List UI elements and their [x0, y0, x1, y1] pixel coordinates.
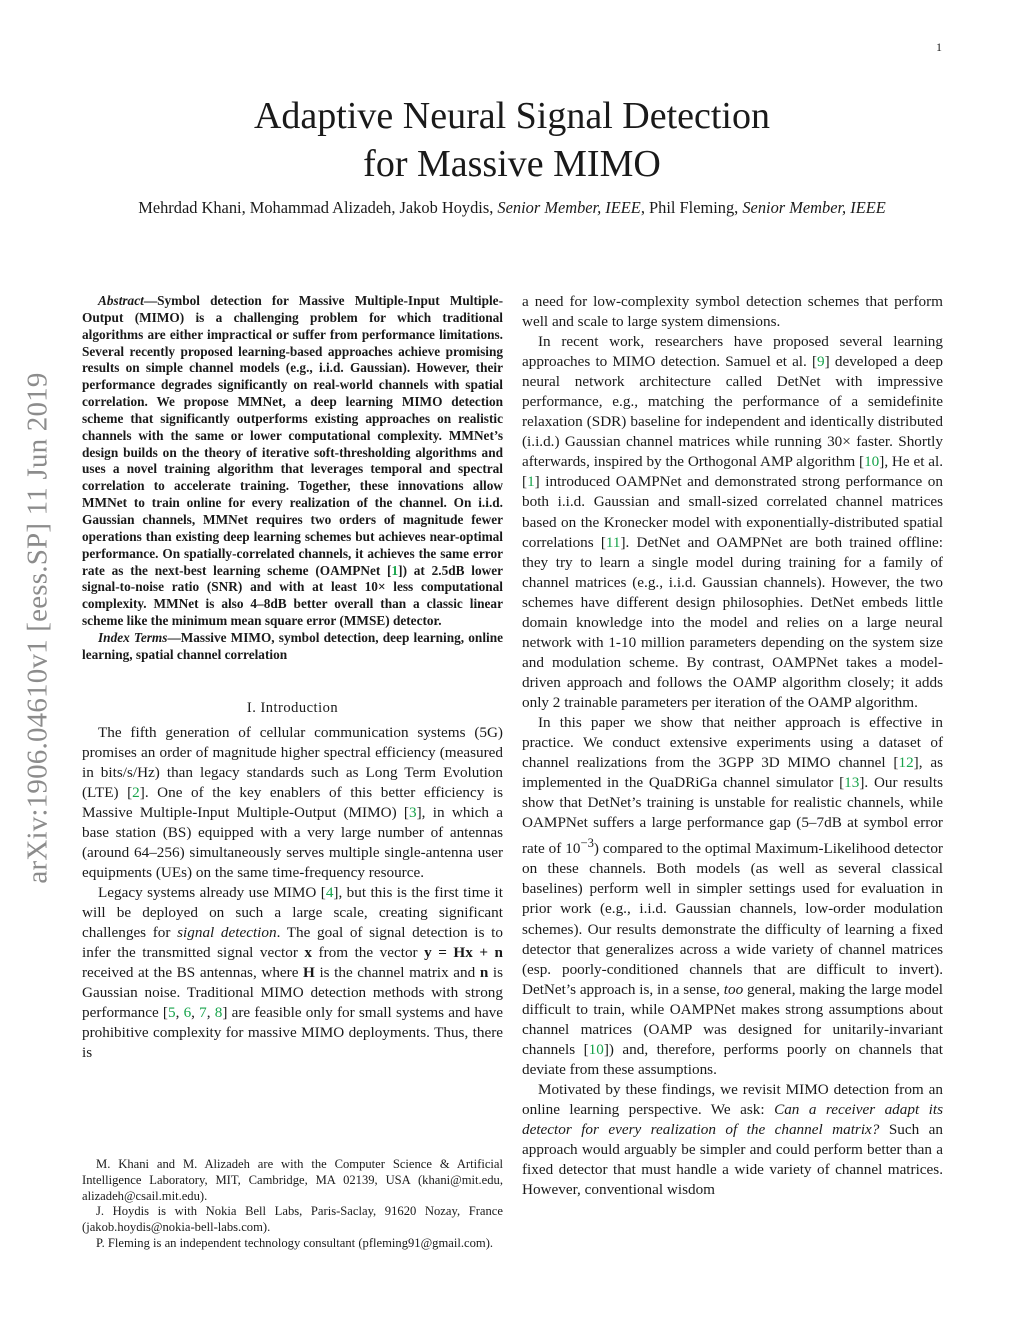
intro-paragraph-2: [82, 883, 503, 1063]
index-terms-label: Index Terms: [98, 629, 168, 645]
text-run: ]) and, therefore, performs poorly on channels that deviate from these assumptions.: [522, 1040, 944, 1078]
citation-link[interactable]: 13: [844, 774, 860, 792]
text-run: ] introduced OAMPNet and demonstrated strong performance on both i.i.d. Gaussian and small-sized correlated channel matrices based on the Kronecker model with exponentially-distributed spatial correlations [: [522, 473, 943, 551]
arxiv-stamp-text: arXiv:1906.04610v1 [eess.SP] 11 Jun 2019: [21, 371, 54, 884]
text-run: ]. DetNet and OAMPNet are both trained offline: they try to learn a single model during training for a family of channel matrices (e.g., i.i.d. Gaussian channels). However, the two schemes have different design philosophies. DetNet embeds little domain knowledge into the model and relies on a large neural network with 1-10 million parameters depending on the system size and modulation scheme. By contrast, OAMPNet takes a model-driven approach and follows the OAMP algorithm closely; it adds only 2 trainable parameters per iteration of the OAMP algorithm.: [522, 533, 943, 711]
author-role-2: Senior Member, IEEE: [742, 198, 886, 217]
footnote-3: P. Fleming is an independent technology consultant (pfleming91@gmail.com).: [96, 1235, 494, 1250]
abstract: [82, 293, 503, 664]
text-run: The fifth generation of cellular communication systems (5G) promises an order of magnitude higher spectral efficiency (measured in bits/s/Hz) than legacy standards such as Long Term Evolution (LTE) [: [82, 723, 503, 801]
right-paragraph-2: [522, 713, 943, 1080]
text-run: ], as implemented in the QuaDRiGa channel simulator [: [522, 754, 943, 792]
text-run: In recent work, researchers have proposed several learning approaches to MIMO detection. Samuel et al. [: [522, 333, 943, 371]
math-symbol: H: [303, 964, 315, 982]
text-run: ]. One of the key enablers of this better efficiency is Massive Multiple-Input Multiple-Output (MIMO) [: [82, 783, 503, 821]
citation-link[interactable]: 10: [864, 453, 880, 471]
text-run: received at the BS antennas, where: [82, 964, 304, 982]
text-run: is the channel matrix and: [314, 964, 480, 982]
title-line-1: Adaptive Neural Signal Detection: [253, 95, 770, 137]
citation-link[interactable]: 8: [214, 1004, 223, 1022]
text-run: ) compared to the optimal Maximum-Likelihood detector on these channels. Both models (as well as several classical baselines) perform well in simpler settings used for evaluation in prior work (e.g., i.i.d. Gaussian channels, low-order modulation schemes). Our results demonstrate the difficulty of learning a fixed detector that generalizes across a wide variety of channel matrices (esp. poorly-conditioned channels that are difficult to invert). DetNet’s approach is, in a sense,: [522, 840, 943, 998]
text-run: Such an approach would arguably be simpler and could perform better than a fixed detector that must handle a wide variety of channel matrices. However, conventional wisdom: [522, 1120, 943, 1199]
text-run: ,: [206, 1004, 215, 1022]
text-run: ], He et al. [: [522, 453, 943, 491]
text-run: is Gaussian noise. Traditional MIMO detection methods with strong performance [: [82, 964, 503, 1022]
intro-paragraph-1: [82, 723, 503, 883]
right-paragraph-0: a need for low-complexity symbol detection schemes that perform well and scale to large system dimensions.: [522, 293, 943, 331]
author-list: [0, 198, 1024, 218]
paper-title: [0, 92, 1024, 188]
citation-link[interactable]: 3: [409, 803, 417, 821]
author-role-1: Senior Member, IEEE: [497, 198, 641, 217]
citation-link[interactable]: 9: [817, 353, 825, 371]
right-paragraph-3: [522, 1080, 943, 1200]
citation-link[interactable]: 5: [167, 1004, 176, 1022]
text-run: Motivated by these findings, we revisit MIMO detection from an online learning perspective. We ask:: [522, 1080, 943, 1118]
page-number: 1: [936, 40, 942, 54]
text-run: ], in which a base station (BS) equipped with a very large number of antennas (around 64–256) simultaneously serves multiple single-antenna user equipments (UEs) on the same time-frequency resource.: [82, 803, 504, 881]
title-line-2: for Massive MIMO: [363, 143, 661, 185]
math-symbol: n: [479, 964, 489, 982]
text-run: ] are feasible only for small systems and have prohibitive complexity for massive MIMO deployments. Thus, there is: [82, 1004, 504, 1062]
citation-link[interactable]: 11: [605, 533, 621, 551]
right-column-body: [522, 292, 943, 1200]
text-run: ,: [191, 1004, 200, 1022]
math-symbol: x: [304, 944, 312, 962]
abstract-paragraph: [82, 293, 503, 630]
citation-link[interactable]: 2: [132, 783, 140, 801]
text-run: from the vector: [312, 944, 425, 962]
citation-link[interactable]: 10: [588, 1040, 604, 1058]
citation-link[interactable]: 1: [391, 562, 399, 578]
footnote-1: M. Khani and M. Alizadeh are with the Computer Science & Artificial Intelligence Laboratory, MIT, Cambridge, MA 02139, USA (khani@mit.edu, alizadeh@csail.mit.edu).: [82, 1157, 503, 1203]
arxiv-stamp: [12, 320, 64, 935]
citation-link[interactable]: 6: [183, 1004, 192, 1022]
text-run: ]. Our results show that DetNet’s training is unstable for realistic channels, while OAMPNet suffers a large performance gap (5–7dB at symbol error rate of 10: [522, 774, 943, 858]
math-equation: y = Hx + n: [424, 944, 503, 962]
author-names-1: Mehrdad Khani, Mohammad Alizadeh, Jakob Hoydis,: [138, 198, 498, 217]
abstract-text: —Symbol detection for Massive Multiple-Input Multiple-Output (MIMO) is a challenging problem for which traditional algorithms are either impractical or suffer from performance limitations. Several recently proposed learning-based approaches achieve promising results on simple channel models (e.g., i.i.d. Gaussian). However, their performance degrades significantly on real-world channels with spatial correlation. We propose MMNet, a deep learning MIMO detection scheme that significantly outperforms existing approaches on realistic channels with the same or lower computational complexity. MMNet’s design builds on the theory of iterative soft-thresholding algorithms and uses a novel training algorithm that leverages temporal and spectral correlation to accelerate training. Together, these innovations allow MMNet to train online for every realization of the channel. On i.i.d. Gaussian channels, MMNet requires two orders of magnitude fewer operations than existing deep learning schemes but achieves near-optimal performance. On spatially-correlated channels, it achieves the same error rate as the next-best learning scheme (OAMPNet [: [82, 293, 503, 578]
text-run: . The goal of signal detection is to infer the transmitted signal vector: [82, 924, 503, 962]
text-run: ,: [175, 1004, 184, 1022]
citation-link[interactable]: 7: [199, 1004, 207, 1022]
right-column: [522, 292, 943, 1200]
author-names-2: , Phil Fleming,: [640, 198, 743, 217]
emphasis: too: [723, 980, 744, 998]
abstract-label: Abstract: [98, 293, 144, 308]
citation-link[interactable]: 12: [898, 754, 914, 772]
index-terms-text: —Massive MIMO, symbol detection, deep learning, online learning, spatial channel correlation: [82, 629, 504, 662]
emphasis: Can a receiver adapt its detector for every realization of the channel matrix?: [522, 1100, 943, 1138]
text-run: Legacy systems already use MIMO [: [98, 883, 326, 901]
emphasis: signal detection: [177, 924, 277, 942]
left-column: [82, 293, 503, 1063]
citation-link[interactable]: 1: [527, 473, 535, 491]
footnote-2: J. Hoydis is with Nokia Bell Labs, Paris-Saclay, 91620 Nozay, France (jakob.hoydis@nokia-bell-labs.com).: [82, 1204, 503, 1235]
section-heading-introduction: I. Introduction: [246, 699, 339, 716]
text-run: general, making the large model difficult to train, while OAMPNet makes strong assumptions about channel matrices (OAMP was designed for unitarily-invariant channels [: [522, 980, 943, 1058]
text-run: ], but this is the first time it will be deployed on such a large scale, creating significant challenges for: [82, 883, 503, 942]
introduction-body: [82, 723, 503, 1064]
footnotes: [82, 1157, 503, 1252]
text-run: ] developed a deep neural network architecture called DetNet with impressive performance, e.g., matching the performance of a semidefinite relaxation (SDR) baseline for independent and identically distributed (i.i.d.) Gaussian channel matrices while running 30× faster. Shortly afterwards, inspired by the Orthogonal AMP algorithm [: [522, 353, 943, 471]
citation-link[interactable]: 4: [325, 883, 334, 901]
text-run: In this paper we show that neither approach is effective in practice. We conduct extensive experiments using a dataset of channel realizations from the 3GPP 3D MIMO channel [: [522, 713, 943, 772]
index-terms: [82, 630, 503, 664]
superscript: −3: [580, 836, 594, 851]
abstract-text-end: ]) at 2.5dB lower signal-to-noise ratio (SNR) and with at least 10× less computational complexity. MMNet is also 4–8dB better overall than a classic linear scheme like the minimum mean square error (MMSE) detector.: [82, 562, 504, 629]
right-paragraph-1: [522, 332, 943, 713]
